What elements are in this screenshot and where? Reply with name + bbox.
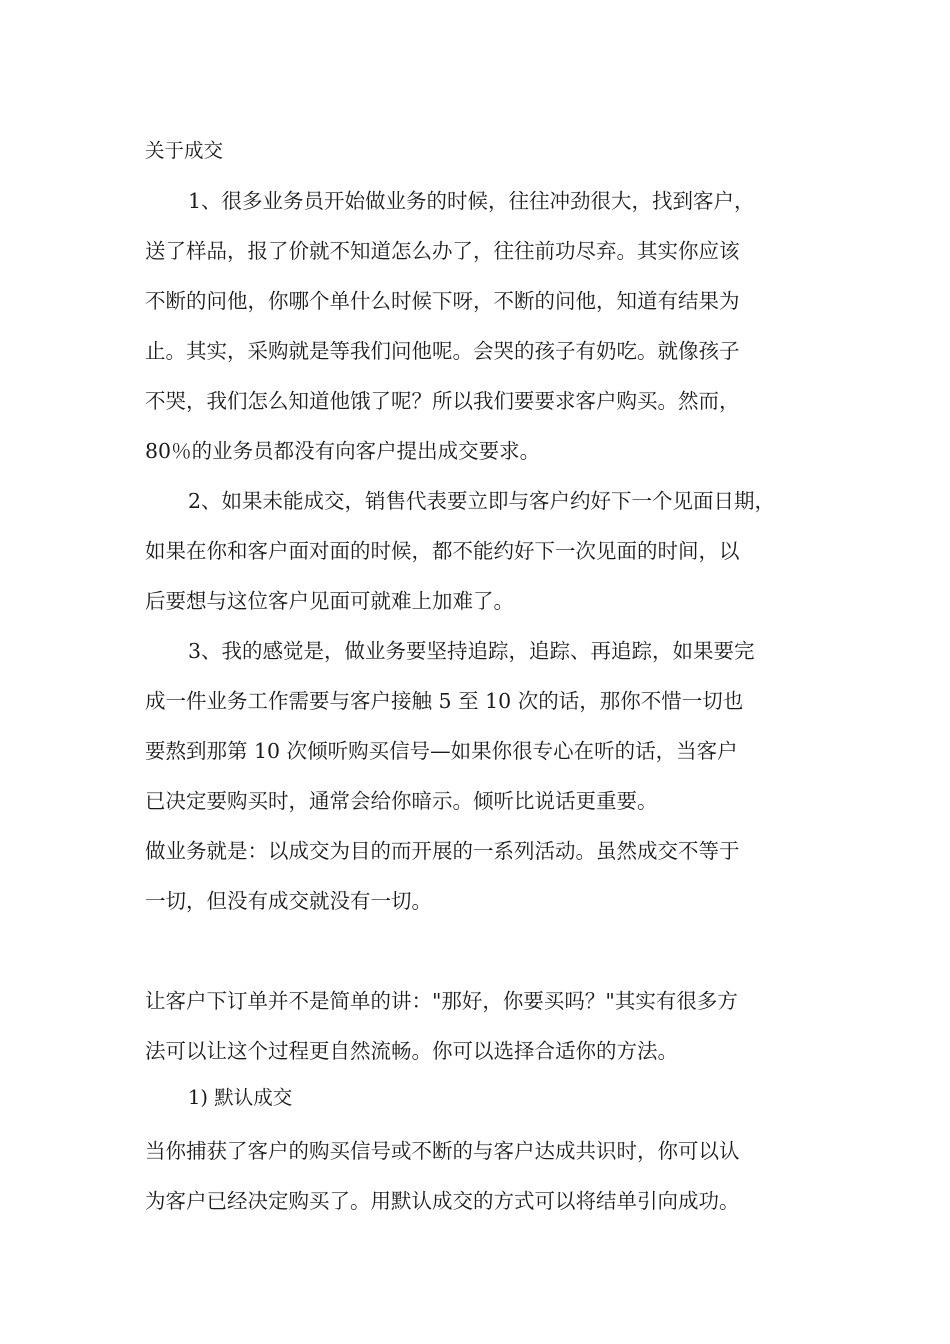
paragraph-5-line: 让客户下订单并不是简单的讲："那好，你要买吗？"其实有很多方 — [145, 989, 738, 1013]
paragraph-2-line: 后要想与这位客户见面可就难上加难了。 — [145, 589, 514, 613]
paragraph-3-line: 要熬到那第 10 次倾听购买信号—如果你很专心在听的话，当客户 — [145, 739, 738, 763]
paragraph-3-line: 3、我的感觉是，做业务要坚持追踪，追踪、再追踪，如果要完 — [188, 639, 755, 663]
paragraph-1-line: 80％的业务员都没有向客户提出成交要求。 — [145, 439, 541, 463]
paragraph-1-line: 不断的问他，你哪个单什么时候下呀，不断的问他，知道有结果为 — [145, 289, 740, 313]
paragraph-2-line: 如果在你和客户面对面的时候，都不能约好下一次见面的时间，以 — [145, 539, 740, 563]
paragraph-3-line: 已决定要购买时，通常会给你暗示。倾听比说话更重要。 — [145, 789, 658, 813]
subheading-default-close: 1) 默认成交 — [188, 1086, 293, 1109]
paragraph-6-line: 为客户已经决定购买了。用默认成交的方式可以将结单引向成功。 — [145, 1189, 740, 1213]
paragraph-1-line: 止。其实，采购就是等我们问他呢。会哭的孩子有奶吃。就像孩子 — [145, 339, 740, 363]
paragraph-1-line: 不哭，我们怎么知道他饿了呢？所以我们要要求客户购买。然而， — [145, 389, 740, 413]
paragraph-2-line: 2、如果未能成交，销售代表要立即与客户约好下一个见面日期， — [188, 489, 776, 513]
paragraph-1-line: 送了样品，报了价就不知道怎么办了，往往前功尽弃。其实你应该 — [145, 239, 740, 263]
document-title: 关于成交 — [145, 139, 224, 162]
paragraph-5-line: 法可以让这个过程更自然流畅。你可以选择合适你的方法。 — [145, 1039, 678, 1063]
paragraph-1-line: 1、很多业务员开始做业务的时候，往往冲劲很大，找到客户， — [188, 189, 755, 213]
paragraph-4-line: 一切，但没有成交就没有一切。 — [145, 889, 432, 913]
paragraph-4-line: 做业务就是：以成交为目的而开展的一系列活动。虽然成交不等于 — [145, 839, 740, 863]
paragraph-3-line: 成一件业务工作需要与客户接触 5 至 10 次的话，那你不惜一切也 — [145, 689, 744, 713]
paragraph-6-line: 当你捕获了客户的购买信号或不断的与客户达成共识时，你可以认 — [145, 1139, 740, 1163]
